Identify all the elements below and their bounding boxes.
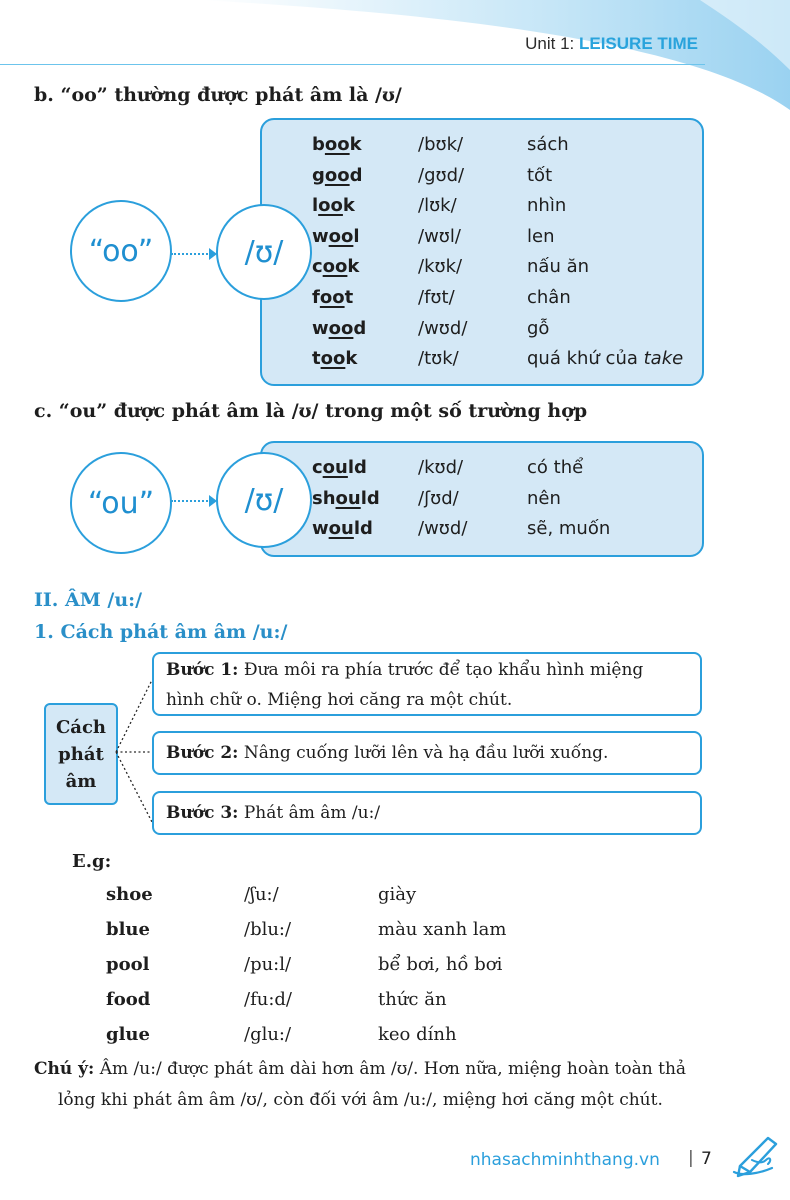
example-meaning: giày (378, 884, 417, 905)
example-word: food (106, 989, 151, 1010)
word-meaning: gỗ (527, 317, 550, 339)
word-meaning: nên (527, 487, 561, 509)
sound-circle (216, 452, 312, 548)
example-meaning: thức ăn (378, 989, 447, 1010)
word: took (312, 348, 358, 370)
writing-hand-icon (728, 1130, 784, 1186)
footer-separator: | (688, 1148, 694, 1168)
arrow-line (171, 500, 211, 502)
word: should (312, 487, 380, 509)
step-3-box (152, 791, 702, 835)
word-ipa: /kʊk/ (418, 256, 463, 278)
word-ipa: /gʊd/ (418, 164, 465, 186)
word: good (312, 164, 363, 186)
note (34, 1054, 754, 1116)
word: wool (312, 225, 360, 247)
example-meaning: màu xanh lam (378, 919, 507, 940)
example-word: shoe (106, 884, 153, 905)
word-meaning: quá khứ của take (527, 348, 684, 370)
example-ipa: /pu:l/ (244, 954, 292, 975)
word: wood (312, 317, 367, 339)
header-divider (0, 64, 705, 65)
step-1-box (152, 652, 702, 716)
word-ipa: /lʊk/ (418, 195, 457, 217)
word-ipa: /wʊl/ (418, 225, 461, 247)
unit-title: LEISURE TIME (578, 34, 698, 53)
example-word: pool (106, 954, 150, 975)
arrow-line (171, 253, 211, 255)
letters-ou-circle (70, 452, 172, 554)
word: book (312, 134, 362, 155)
word: could (312, 457, 367, 478)
example-meaning: bể bơi, hồ bơi (378, 954, 503, 975)
word-meaning: len (527, 225, 555, 247)
examples-label: E.g: (72, 851, 112, 872)
word-ipa: /bʊk/ (418, 134, 464, 155)
unit-label: Unit 1: (525, 34, 575, 53)
word-ipa: /ʃʊd/ (418, 487, 459, 509)
example-ipa: /ʃu:/ (244, 884, 279, 905)
section-c-heading: c. “ou” được phát âm là /ʊ/ trong một số trường hợp (34, 400, 588, 422)
word-meaning: nấu ăn (527, 256, 590, 278)
section-b-heading: b. “oo” thường được phát âm là /ʊ/ (34, 84, 402, 106)
example-ipa: /fu:d/ (244, 989, 292, 1010)
sound-symbol: /ʊ/ (244, 234, 284, 270)
footer-website[interactable]: nhasachminhthang.vn (470, 1150, 660, 1170)
note-label: Chú ý: (34, 1059, 95, 1079)
word-meaning: có thể (527, 457, 584, 478)
step-2-label: Bước 2: (166, 743, 239, 763)
word-ipa: /wʊd/ (418, 518, 468, 540)
note-line-2: lỏng khi phát âm âm /ʊ/, còn đối với âm /u:/, miệng hơi căng một chút. (58, 1090, 663, 1110)
label-line: phát (58, 743, 104, 765)
word-meaning: tốt (527, 164, 553, 186)
word-ipa: /kʊd/ (418, 457, 464, 478)
example-meaning: keo dính (378, 1024, 457, 1045)
example-word: blue (106, 919, 150, 940)
word: cook (312, 256, 360, 278)
letters-ou: “ou” (87, 485, 155, 521)
label-line: âm (65, 770, 97, 792)
sound-circle (216, 204, 312, 300)
step-3-text: Phát âm âm /u:/ (243, 803, 381, 823)
word-meaning: chân (527, 287, 571, 308)
word: look (312, 195, 355, 217)
sound-symbol: /ʊ/ (244, 482, 284, 518)
word-meaning: sẽ, muốn (527, 518, 611, 540)
unit-header (525, 34, 698, 54)
step-3-label: Bước 3: (166, 803, 239, 823)
word-ipa: /wʊd/ (418, 317, 468, 339)
letters-oo: “oo” (88, 233, 154, 269)
branch-connector (114, 672, 156, 834)
word-ipa: /fʊt/ (418, 287, 455, 308)
label-line: Cách (55, 716, 107, 738)
note-line-1: Âm /u:/ được phát âm dài hơn âm /ʊ/. Hơn nữa, miệng hoàn toàn thả (99, 1059, 687, 1079)
example-ipa: /glu:/ (244, 1024, 292, 1045)
step-2-box (152, 731, 702, 775)
word: would (312, 518, 373, 540)
step-2-text: Nâng cuống lưỡi lên và hạ đầu lưỡi xuống. (243, 743, 609, 763)
word-meaning: sách (527, 134, 569, 155)
step-1-text-line2: hình chữ o. Miệng hơi căng ra một chút. (166, 690, 513, 710)
page-number: 7 (701, 1149, 712, 1169)
section-ii-subheading: 1. Cách phát âm âm /u:/ (34, 621, 288, 643)
word: foot (312, 287, 354, 308)
example-word: glue (106, 1024, 150, 1045)
letters-oo-circle (70, 200, 172, 302)
section-b-word-box (260, 118, 704, 386)
pronunciation-label-box (44, 703, 118, 805)
word-ipa: /tʊk/ (418, 348, 459, 370)
word-meaning: nhìn (527, 195, 567, 217)
step-1-text: Đưa môi ra phía trước để tạo khẩu hình miệng (243, 660, 644, 680)
section-ii-heading: II. ÂM /u:/ (34, 589, 143, 611)
example-ipa: /blu:/ (244, 919, 292, 940)
step-1-label: Bước 1: (166, 660, 239, 680)
